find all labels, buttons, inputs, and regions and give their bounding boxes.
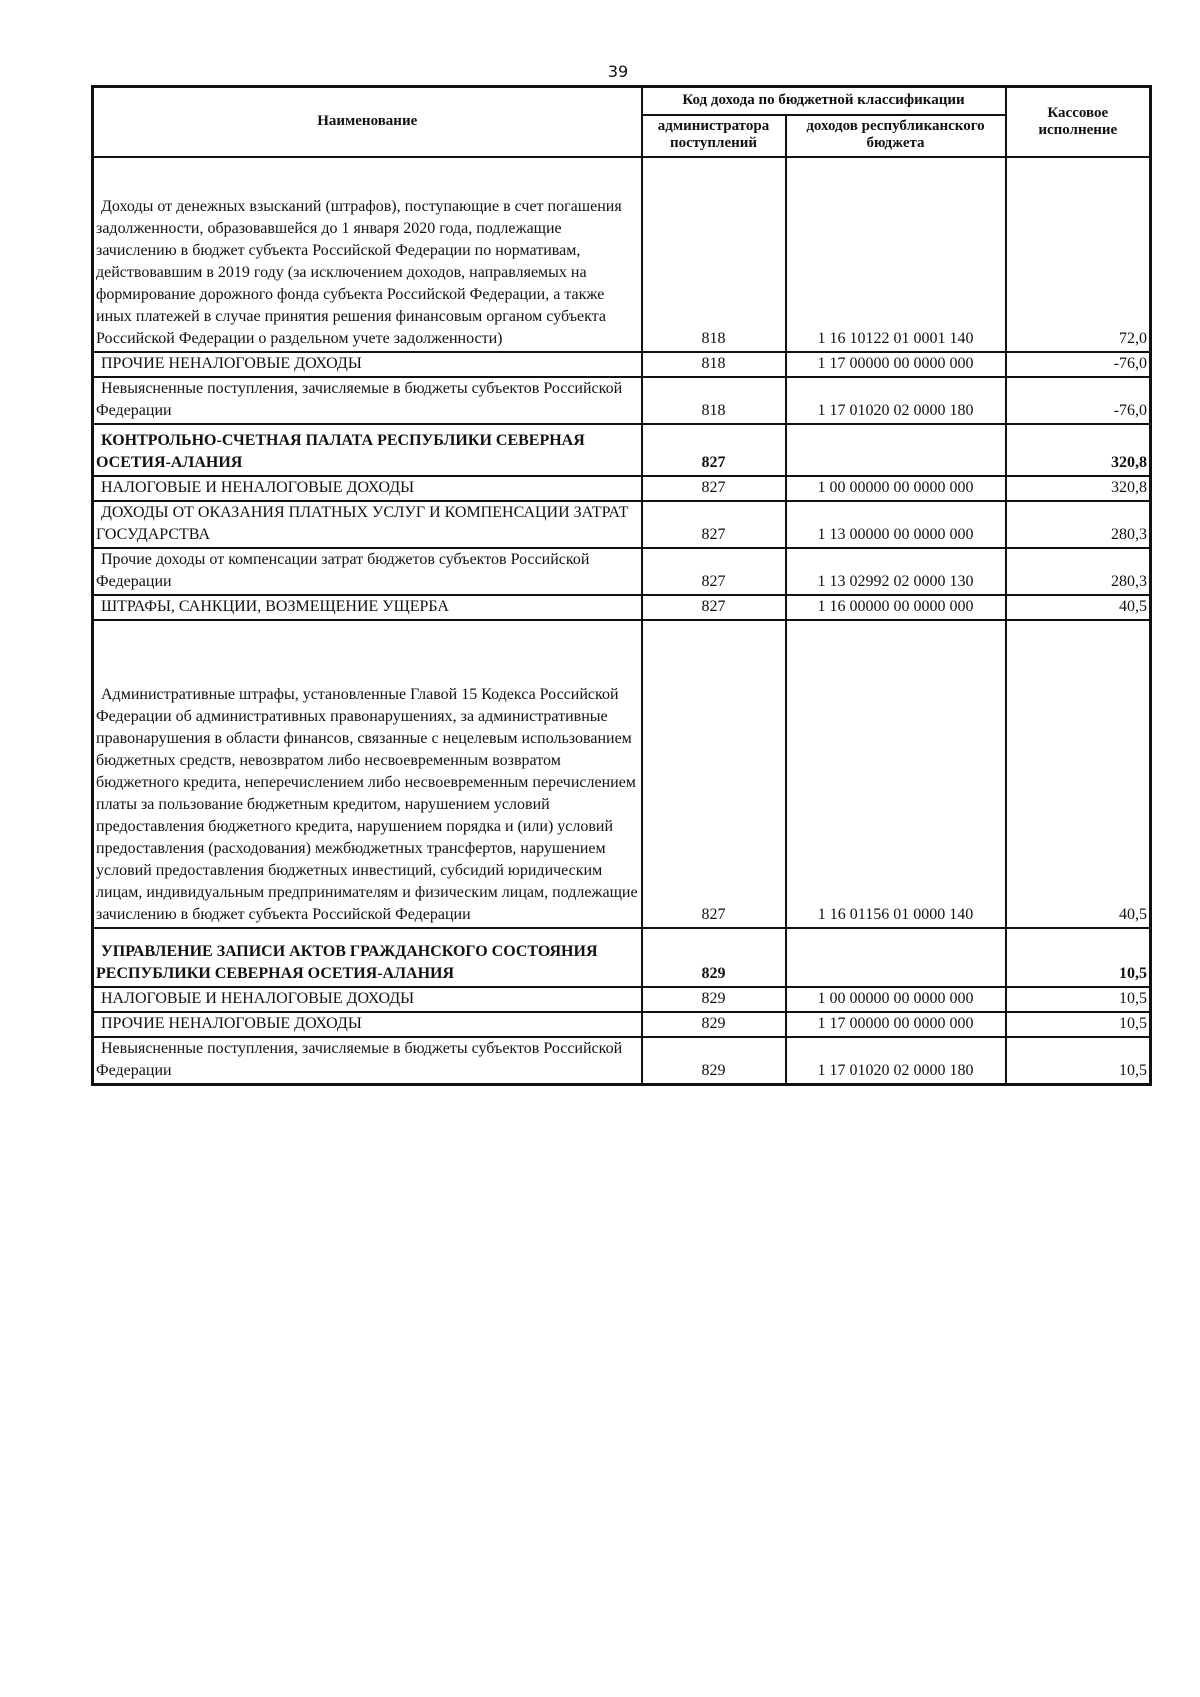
table-row (93, 501, 1151, 548)
row-admin-code: 827 (642, 424, 786, 476)
table-row (93, 1012, 1151, 1037)
row-amount: -76,0 (1006, 352, 1151, 377)
budget-revenue-table (91, 85, 1152, 1086)
page-number: 39 (607, 62, 629, 81)
row-name: ПРОЧИЕ НЕНАЛОГОВЫЕ ДОХОДЫ (93, 352, 642, 377)
row-income-code (786, 424, 1006, 476)
row-admin-code: 827 (642, 620, 786, 928)
row-amount: 10,5 (1006, 1037, 1151, 1085)
row-income-code: 1 16 00000 00 0000 000 (786, 595, 1006, 620)
row-name: УПРАВЛЕНИЕ ЗАПИСИ АКТОВ ГРАЖДАНСКОГО СОСТОЯНИЯ РЕСПУБЛИКИ СЕВЕРНАЯ ОСЕТИЯ-АЛАНИЯ (93, 928, 642, 987)
row-amount: 10,5 (1006, 1012, 1151, 1037)
header-name: Наименование (93, 87, 642, 157)
row-name: КОНТРОЛЬНО-СЧЕТНАЯ ПАЛАТА РЕСПУБЛИКИ СЕВЕРНАЯ ОСЕТИЯ-АЛАНИЯ (93, 424, 642, 476)
header-admin-code: администратора поступлений (642, 115, 786, 157)
row-name: ПРОЧИЕ НЕНАЛОГОВЫЕ ДОХОДЫ (93, 1012, 642, 1037)
table-row (93, 987, 1151, 1012)
section-row (93, 424, 1151, 476)
row-amount: 280,3 (1006, 501, 1151, 548)
header-income-code: доходов республиканского бюджета (786, 115, 1006, 157)
row-admin-code: 818 (642, 377, 786, 424)
table-row (93, 620, 1151, 928)
header-amount: Кассовое исполнение (1006, 87, 1151, 157)
row-admin-code: 818 (642, 157, 786, 352)
row-admin-code: 829 (642, 1012, 786, 1037)
row-income-code: 1 17 01020 02 0000 180 (786, 377, 1006, 424)
row-amount: 320,8 (1006, 424, 1151, 476)
row-name: Доходы от денежных взысканий (штрафов), поступающие в счет погашения задолженности, образовавшейся до 1 января 2020 года, подлежащие зачислению в бюджет субъекта Российской Федерации по нормативам, действовавшим в 2019 году (за исключением доходов, направляемых на формирование дорожного фонда субъекта Российской Федерации, а также иных платежей в случае принятия решения финансовым органом субъекта Российской Федерации о раздельном учете задолженности) (93, 157, 642, 352)
row-name: ДОХОДЫ ОТ ОКАЗАНИЯ ПЛАТНЫХ УСЛУГ И КОМПЕНСАЦИИ ЗАТРАТ ГОСУДАРСТВА (93, 501, 642, 548)
table-row (93, 548, 1151, 595)
section-row (93, 928, 1151, 987)
row-amount: 10,5 (1006, 987, 1151, 1012)
row-income-code: 1 16 01156 01 0000 140 (786, 620, 1006, 928)
row-name: Невыясненные поступления, зачисляемые в бюджеты субъектов Российской Федерации (93, 377, 642, 424)
row-admin-code: 827 (642, 501, 786, 548)
row-amount: 320,8 (1006, 476, 1151, 501)
row-name: НАЛОГОВЫЕ И НЕНАЛОГОВЫЕ ДОХОДЫ (93, 476, 642, 501)
row-admin-code: 818 (642, 352, 786, 377)
table-row (93, 377, 1151, 424)
row-income-code: 1 00 00000 00 0000 000 (786, 476, 1006, 501)
row-name: Невыясненные поступления, зачисляемые в бюджеты субъектов Российской Федерации (93, 1037, 642, 1085)
row-admin-code: 829 (642, 1037, 786, 1085)
row-name: Административные штрафы, установленные Главой 15 Кодекса Российской Федерации об административных правонарушениях, за административные правонарушения в области финансов, связанные с нецелевым использованием бюджетных средств, невозвратом либо несвоевременным возвратом бюджетного кредита, неперечислением либо несвоевременным перечислением платы за пользование бюджетным кредитом, нарушением условий предоставления бюджетного кредита, нарушением порядка и (или) условий предоставления (расходования) межбюджетных трансфертов, нарушением условий предоставления бюджетных инвестиций, субсидий юридическим лицам, индивидуальным предпринимателям и физическим лицам, подлежащие зачислению в бюджет субъекта Российской Федерации (93, 620, 642, 928)
header-code-group: Код дохода по бюджетной классификации (642, 87, 1006, 115)
row-admin-code: 827 (642, 595, 786, 620)
row-name: ШТРАФЫ, САНКЦИИ, ВОЗМЕЩЕНИЕ УЩЕРБА (93, 595, 642, 620)
row-income-code: 1 00 00000 00 0000 000 (786, 987, 1006, 1012)
table-row (93, 157, 1151, 352)
row-admin-code: 829 (642, 928, 786, 987)
row-amount: 40,5 (1006, 595, 1151, 620)
row-amount: 72,0 (1006, 157, 1151, 352)
row-income-code: 1 17 01020 02 0000 180 (786, 1037, 1006, 1085)
row-admin-code: 827 (642, 548, 786, 595)
row-name: Прочие доходы от компенсации затрат бюджетов субъектов Российской Федерации (93, 548, 642, 595)
row-income-code: 1 13 00000 00 0000 000 (786, 501, 1006, 548)
row-amount: 280,3 (1006, 548, 1151, 595)
row-income-code: 1 16 10122 01 0001 140 (786, 157, 1006, 352)
table-row (93, 595, 1151, 620)
table-row (93, 352, 1151, 377)
row-name: НАЛОГОВЫЕ И НЕНАЛОГОВЫЕ ДОХОДЫ (93, 987, 642, 1012)
row-admin-code: 827 (642, 476, 786, 501)
table-row (93, 476, 1151, 501)
table-body (93, 157, 1151, 1085)
row-amount: 10,5 (1006, 928, 1151, 987)
row-amount: -76,0 (1006, 377, 1151, 424)
row-income-code: 1 13 02992 02 0000 130 (786, 548, 1006, 595)
row-income-code (786, 928, 1006, 987)
row-income-code: 1 17 00000 00 0000 000 (786, 352, 1006, 377)
row-income-code: 1 17 00000 00 0000 000 (786, 1012, 1006, 1037)
row-amount: 40,5 (1006, 620, 1151, 928)
table-header (93, 87, 1151, 157)
row-admin-code: 829 (642, 987, 786, 1012)
table-row (93, 1037, 1151, 1085)
